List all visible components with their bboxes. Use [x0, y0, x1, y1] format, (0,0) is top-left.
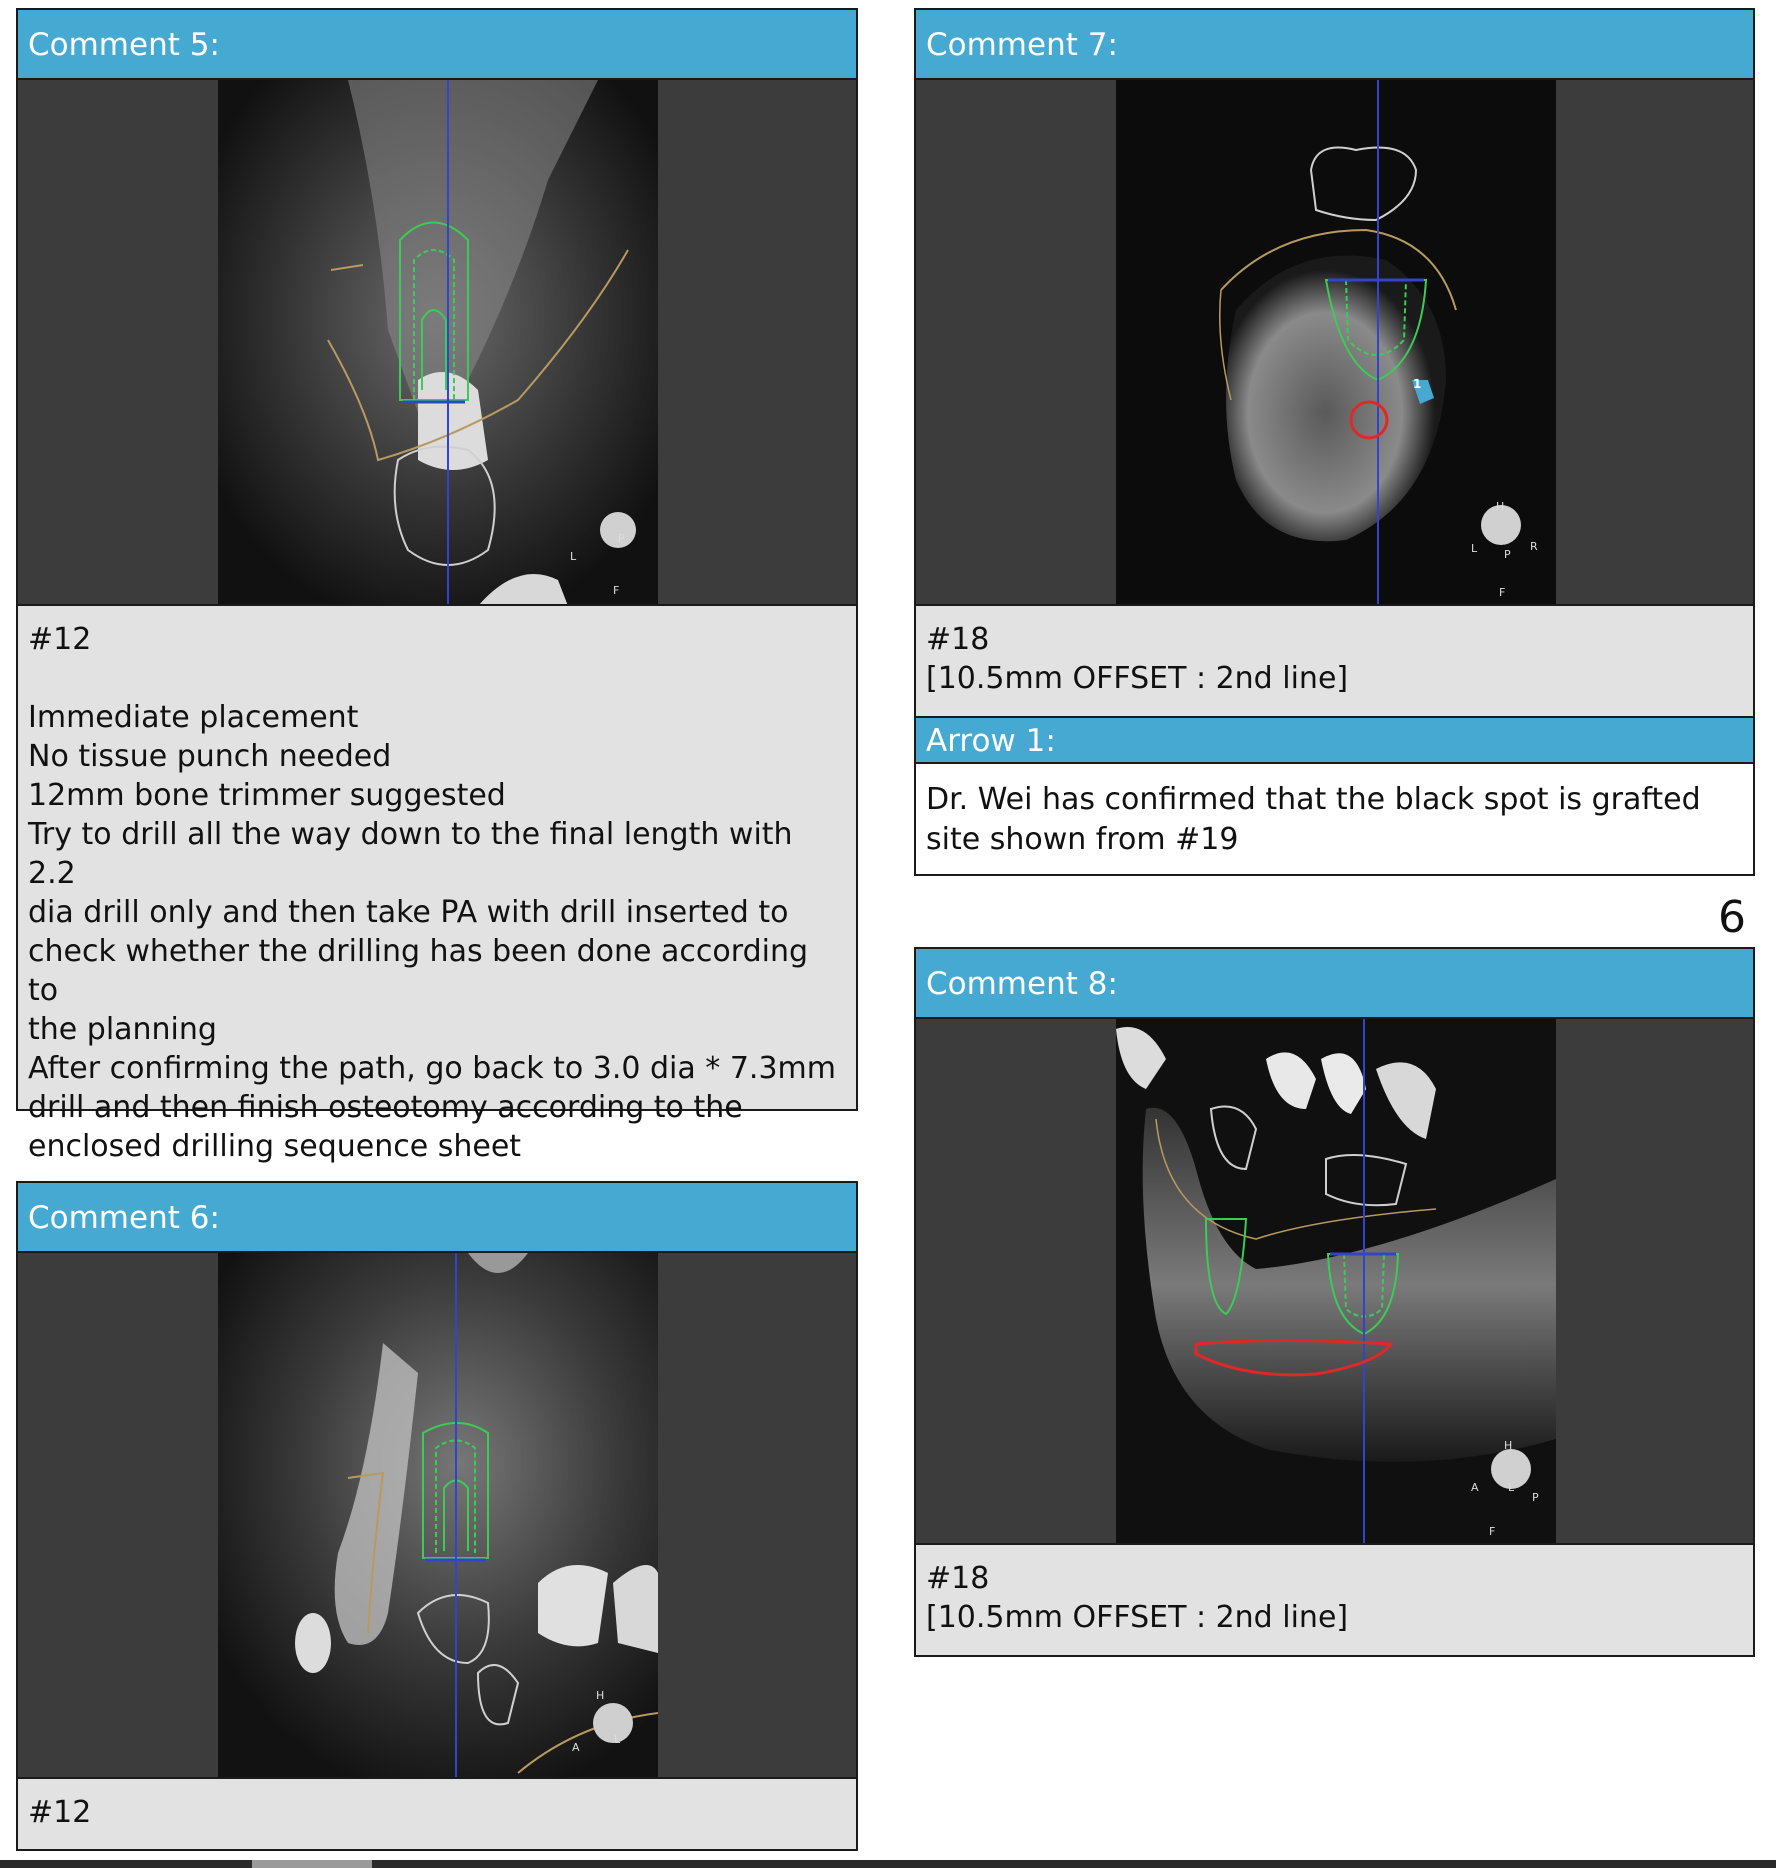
comment-5-line-7: dia drill only and then take PA with drill inserted to	[28, 895, 789, 930]
arrow-1-title: Arrow 1:	[916, 718, 1753, 764]
comment-5-image-area	[18, 80, 856, 606]
comment-7-image-area	[916, 80, 1753, 606]
comment-7-notes	[916, 606, 1753, 708]
page-number: 6	[1718, 892, 1746, 943]
comment-5-ct-scan	[218, 80, 658, 606]
comment-8-ct-scan	[1116, 1019, 1556, 1545]
comment-7-line-2: [10.5mm OFFSET : 2nd line]	[926, 661, 1349, 696]
comment-5-line-1: #12	[28, 622, 92, 657]
comment-7-orient-right: R	[1530, 540, 1538, 553]
comment-5-panel	[16, 8, 858, 1164]
comment-5-title: Comment 5:	[18, 10, 856, 80]
viewer-bottom-bar-segment	[252, 1860, 372, 1868]
comment-6-orient-anterior: A	[572, 1741, 580, 1754]
comment-5-line-9: the planning	[28, 1012, 217, 1047]
comment-8-image-area	[916, 1019, 1753, 1545]
comment-8-orient-head: H	[1504, 1439, 1513, 1452]
comment-5-line-8: check whether the drilling has been done according to	[28, 934, 808, 1008]
comment-7-orient-posterior: P	[1504, 548, 1511, 561]
comment-8-orient-anterior: A	[1471, 1481, 1479, 1494]
comment-8-orient-foot: F	[1489, 1525, 1496, 1538]
comment-5-line-5: 12mm bone trimmer suggested	[28, 778, 506, 813]
arrow-1-line-2: site shown from #19	[926, 822, 1239, 857]
comment-8-line-1: #18	[926, 1561, 990, 1596]
comment-5-orient-foot: F	[613, 584, 620, 597]
comment-5-orient-left: L	[570, 550, 577, 563]
comment-5-orient-posterior: P	[618, 532, 625, 545]
arrow-1-notes	[916, 764, 1753, 870]
comment-7-line-1: #18	[926, 622, 990, 657]
comment-5-line-4: No tissue punch needed	[28, 739, 392, 774]
comment-6-orient-left: L	[614, 1733, 621, 1746]
comment-6-line-1: #12	[28, 1795, 92, 1830]
comment-8-line-2: [10.5mm OFFSET : 2nd line]	[926, 1600, 1349, 1635]
comment-8-title: Comment 8:	[916, 949, 1753, 1019]
comment-7-title: Comment 7:	[916, 10, 1753, 80]
comment-8-orient-left: L	[1508, 1481, 1515, 1494]
comment-7-panel	[914, 8, 1755, 718]
comment-5-notes	[18, 606, 856, 1176]
comment-5-line-6: Try to drill all the way down to the final length with 2.2	[28, 817, 793, 891]
comment-6-notes	[18, 1779, 856, 1842]
comment-7-arrow-label: 1	[1413, 377, 1422, 391]
comment-7-ct-scan	[1116, 80, 1556, 606]
comment-6-orient-head: H	[596, 1689, 605, 1702]
comment-7-orient-foot: F	[1499, 586, 1506, 599]
arrow-1-panel	[914, 716, 1755, 876]
comment-5-line-3: Immediate placement	[28, 700, 359, 735]
comment-8-orient-posterior: P	[1532, 1491, 1539, 1504]
viewer-bottom-bar	[0, 1860, 1776, 1868]
comment-5-line-10: After confirming the path, go back to 3.0 dia * 7.3mm	[28, 1051, 836, 1086]
arrow-1-line-1: Dr. Wei has confirmed that the black spot is grafted	[926, 782, 1701, 817]
comment-6-ct-scan	[218, 1253, 658, 1779]
comment-6-image-area	[18, 1253, 856, 1779]
comment-5-line-12: enclosed drilling sequence sheet	[28, 1129, 522, 1164]
comment-8-notes	[916, 1545, 1753, 1647]
comment-5-line-2	[28, 659, 846, 698]
comment-7-orient-left: L	[1471, 542, 1478, 555]
comment-7-orient-head: H	[1496, 500, 1505, 513]
comment-8-panel	[914, 947, 1755, 1657]
comment-6-title: Comment 6:	[18, 1183, 856, 1253]
comment-6-panel	[16, 1181, 858, 1851]
comment-5-line-11: drill and then finish osteotomy according to the	[28, 1090, 743, 1125]
